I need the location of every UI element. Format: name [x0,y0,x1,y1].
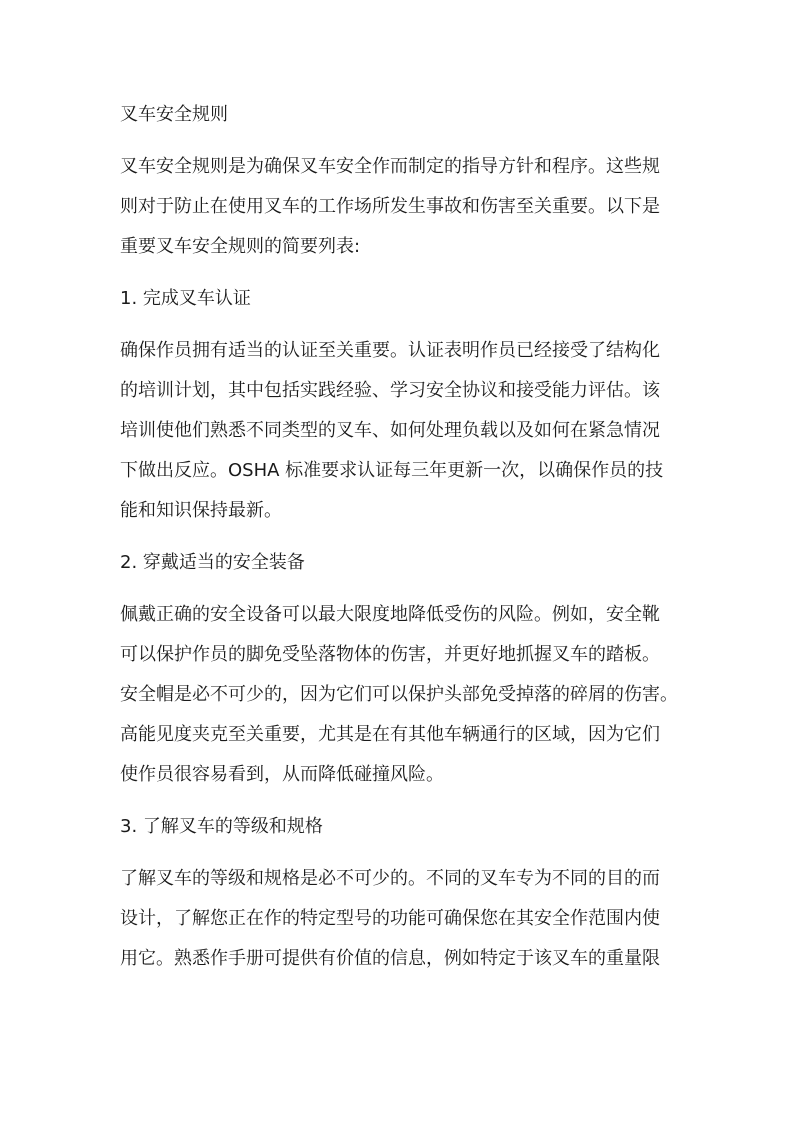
document-body [120,95,680,979]
intro-line: 则对于防止在使用叉车的工作场所发生事故和伤害至关重要。以下是 [120,196,660,217]
paragraph-line: 使作员很容易看到，从而降低碰撞风险。 [120,764,444,785]
paragraph-line: 高能见度夹克至关重要，尤其是在有其他车辆通行的区域，因为它们 [120,724,660,745]
paragraph-line: 了解叉车的等级和规格是必不可少的。不同的叉车专为不同的目的而 [120,868,660,889]
paragraph-line: 佩戴正确的安全设备可以最大限度地降低受伤的风险。例如，安全靴 [120,604,660,625]
paragraph-line: 安全帽是必不可少的，因为它们可以保护头部免受掉落的碎屑的伤害。 [120,684,678,705]
paragraph-line: 能和知识保持最新。 [120,500,282,521]
paragraph-line: 确保作员拥有适当的认证至关重要。认证表明作员已经接受了结构化 [120,340,660,361]
paragraph-line: 用它。熟悉作手册可提供有价值的信息，例如特定于该叉车的重量限 [120,948,660,969]
paragraph-line: 设计，了解您正在作的特定型号的功能可确保您在其安全作范围内使 [120,908,660,929]
paragraph-line: 下做出反应。OSHA 标准要求认证每三年更新一次，以确保作员的技 [120,460,664,481]
intro-line: 叉车安全规则是为确保叉车安全作而制定的指导方针和程序。这些规 [120,156,660,177]
section-paragraph-3 [120,859,680,979]
intro-paragraph [120,147,680,267]
paragraph-line: 可以保护作员的脚免受坠落物体的伤害，并更好地抓握叉车的踏板。 [120,644,660,665]
paragraph-line: 培训使他们熟悉不同类型的叉车、如何处理负载以及如何在紧急情况 [120,420,660,441]
section-paragraph-1 [120,331,680,531]
section-paragraph-2 [120,595,680,795]
intro-line: 重要叉车安全规则的简要列表: [120,236,361,257]
section-heading-2: 2. 穿戴适当的安全装备 [120,552,305,573]
section-heading-3: 3. 了解叉车的等级和规格 [120,816,323,837]
document-title: 叉车安全规则 [120,104,228,125]
paragraph-line: 的培训计划，其中包括实践经验、学习安全协议和接受能力评估。该 [120,380,660,401]
section-heading-1: 1. 完成叉车认证 [120,288,251,309]
